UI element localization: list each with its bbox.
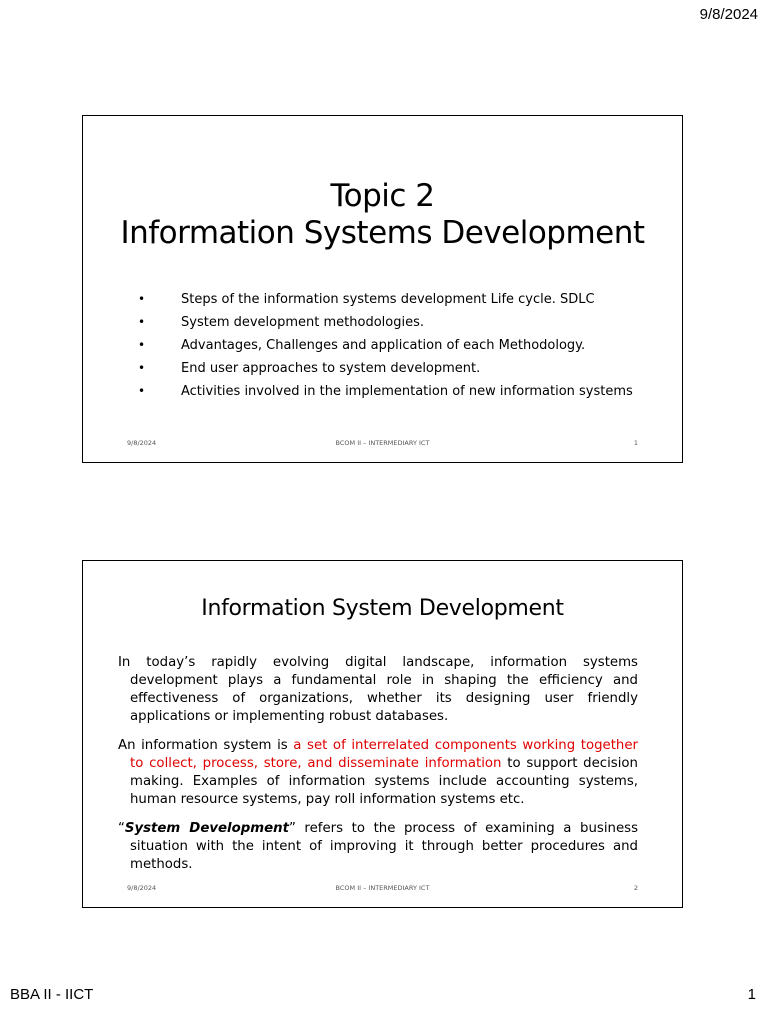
slide-2-title: Information System Development — [201, 596, 564, 621]
bullet-icon: • — [138, 384, 146, 398]
list-item — [83, 380, 682, 403]
definition-lead: An information system is — [118, 738, 294, 753]
paragraph-intro: In today’s rapidly evolving digital landscape, information systems development plays a fundamental role in shaping the efficiency and effectiveness of organizations, whether its designing user friendly applications or implementing robust databases. — [118, 655, 638, 724]
bullet-icon: • — [138, 292, 146, 306]
list-item — [83, 288, 682, 311]
slide-1-bullet-list — [83, 288, 682, 403]
list-item — [83, 357, 682, 380]
slide-2 — [82, 560, 683, 908]
page-footer-course: BBA II - IICT — [10, 986, 94, 1003]
open-quote: “ — [118, 821, 125, 836]
bullet-text: Steps of the information systems development Life cycle. SDLC — [181, 292, 595, 307]
definition-highlight: a set of interrelated components working together to collect, process, store, and disseminate information — [130, 738, 639, 771]
page-number: 1 — [747, 986, 756, 1003]
bullet-icon: • — [138, 338, 146, 352]
paragraph-definition — [118, 737, 638, 809]
list-item — [83, 334, 682, 357]
slide-1-title-line-1: Topic 2 — [330, 178, 435, 214]
slide-2-footer — [83, 884, 682, 896]
bullet-text: System development methodologies. — [181, 315, 424, 330]
bullet-text: Activities involved in the implementation of new information systems — [181, 384, 633, 399]
definition-tail: to support decision making. Examples of information systems include accounting systems, human resource systems, pay roll information systems etc. — [130, 756, 638, 807]
paragraph-system-development — [118, 820, 638, 874]
slide-1-title — [83, 178, 682, 252]
slide-number: 2 — [633, 884, 638, 892]
slide-1-footer — [83, 439, 682, 451]
slide-1 — [82, 115, 683, 463]
bullet-text: End user approaches to system development. — [181, 361, 481, 376]
slide-footer-course: BCOM II – INTERMEDIARY ICT — [335, 439, 430, 447]
slide-footer-course: BCOM II – INTERMEDIARY ICT — [335, 884, 430, 892]
term-definition: ” refers to the process of examining a business situation with the intent of improving it through better procedures and methods. — [130, 821, 638, 872]
slide-footer-date: 9/8/2024 — [127, 884, 157, 892]
page-date: 9/8/2024 — [699, 6, 758, 23]
bullet-text: Advantages, Challenges and application of each Methodology. — [181, 338, 586, 353]
list-item — [83, 311, 682, 334]
slide-1-title-line-2: Information Systems Development — [120, 215, 645, 251]
slide-number: 1 — [633, 439, 638, 447]
bullet-icon: • — [138, 361, 146, 375]
slide-footer-date: 9/8/2024 — [127, 439, 157, 447]
bullet-icon: • — [138, 315, 146, 329]
term-system-development: System Development — [124, 821, 289, 836]
